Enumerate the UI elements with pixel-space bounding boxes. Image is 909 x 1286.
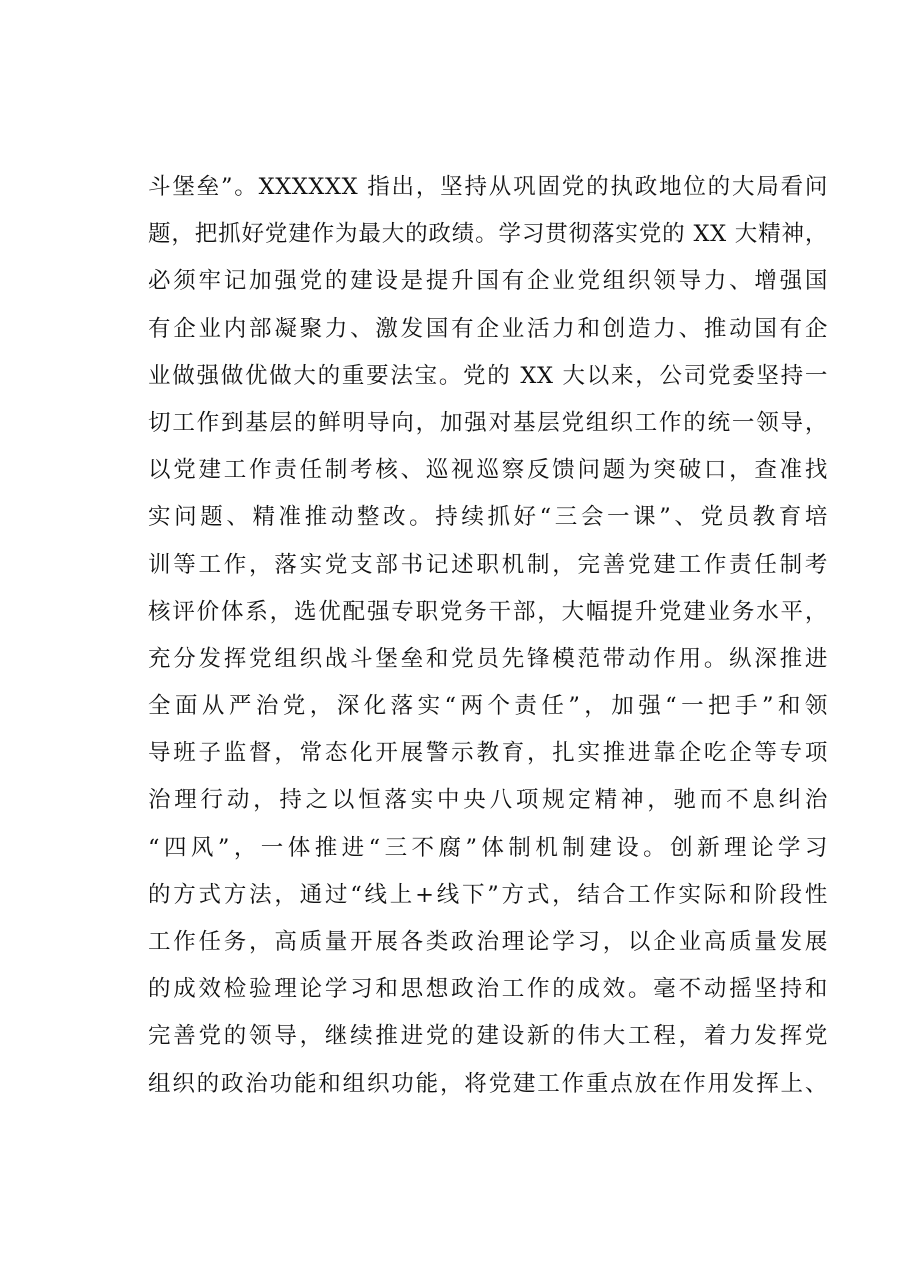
text-line: 斗堡垒”。XXXXXX 指出，坚持从巩固党的执政地位的大局看问 <box>148 174 828 200</box>
text-line: 完善党的领导，继续推进党的建设新的伟大工程，着力发挥党 <box>148 1023 828 1050</box>
text-line: 题，把抓好党建作为最大的政绩。学习贯彻落实党的 XX 大精神， <box>148 221 828 248</box>
text-line: 充分发挥党组织战斗堡垒和党员先锋模范带动作用。纵深推进 <box>148 645 828 672</box>
text-line: 组织的政治功能和组织功能，将党建工作重点放在作用发挥上、 <box>148 1070 828 1097</box>
text-line: 业做强做优做大的重要法宝。党的 XX 大以来，公司党委坚持一 <box>148 362 828 389</box>
text-line: 必须牢记加强党的建设是提升国有企业党组织领导力、增强国 <box>148 268 828 295</box>
body-paragraph <box>148 164 828 1108</box>
text-line: 的成效检验理论学习和思想政治工作的成效。毫不动摇坚持和 <box>148 976 828 1003</box>
text-line: 以党建工作责任制考核、巡视巡察反馈问题为突破口，查准找 <box>148 457 828 484</box>
text-line: 训等工作，落实党支部书记述职机制，完善党建工作责任制考 <box>148 551 828 578</box>
text-line: 实问题、精准推动整改。持续抓好“三会一课”、党员教育培 <box>148 504 828 531</box>
text-line: 切工作到基层的鲜明导向，加强对基层党组织工作的统一领导， <box>148 409 828 436</box>
text-line: 核评价体系，选优配强专职党务干部，大幅提升党建业务水平， <box>148 598 828 625</box>
text-line: 全面从严治党，深化落实“两个责任”，加强“一把手”和领 <box>148 693 828 720</box>
text-line: 导班子监督，常态化开展警示教育，扎实推进靠企吃企等专项 <box>148 740 828 767</box>
text-line: “四风”，一体推进“三不腐”体制机制建设。创新理论学习 <box>148 834 828 861</box>
text-line: 治理行动，持之以恒落实中央八项规定精神，驰而不息纠治 <box>148 787 828 814</box>
text-line: 有企业内部凝聚力、激发国有企业活力和创造力、推动国有企 <box>148 315 828 342</box>
text-line: 的方式方法，通过“线上+线下”方式，结合工作实际和阶段性 <box>148 881 828 908</box>
text-line: 工作任务，高质量开展各类政治理论学习，以企业高质量发展 <box>148 929 828 955</box>
